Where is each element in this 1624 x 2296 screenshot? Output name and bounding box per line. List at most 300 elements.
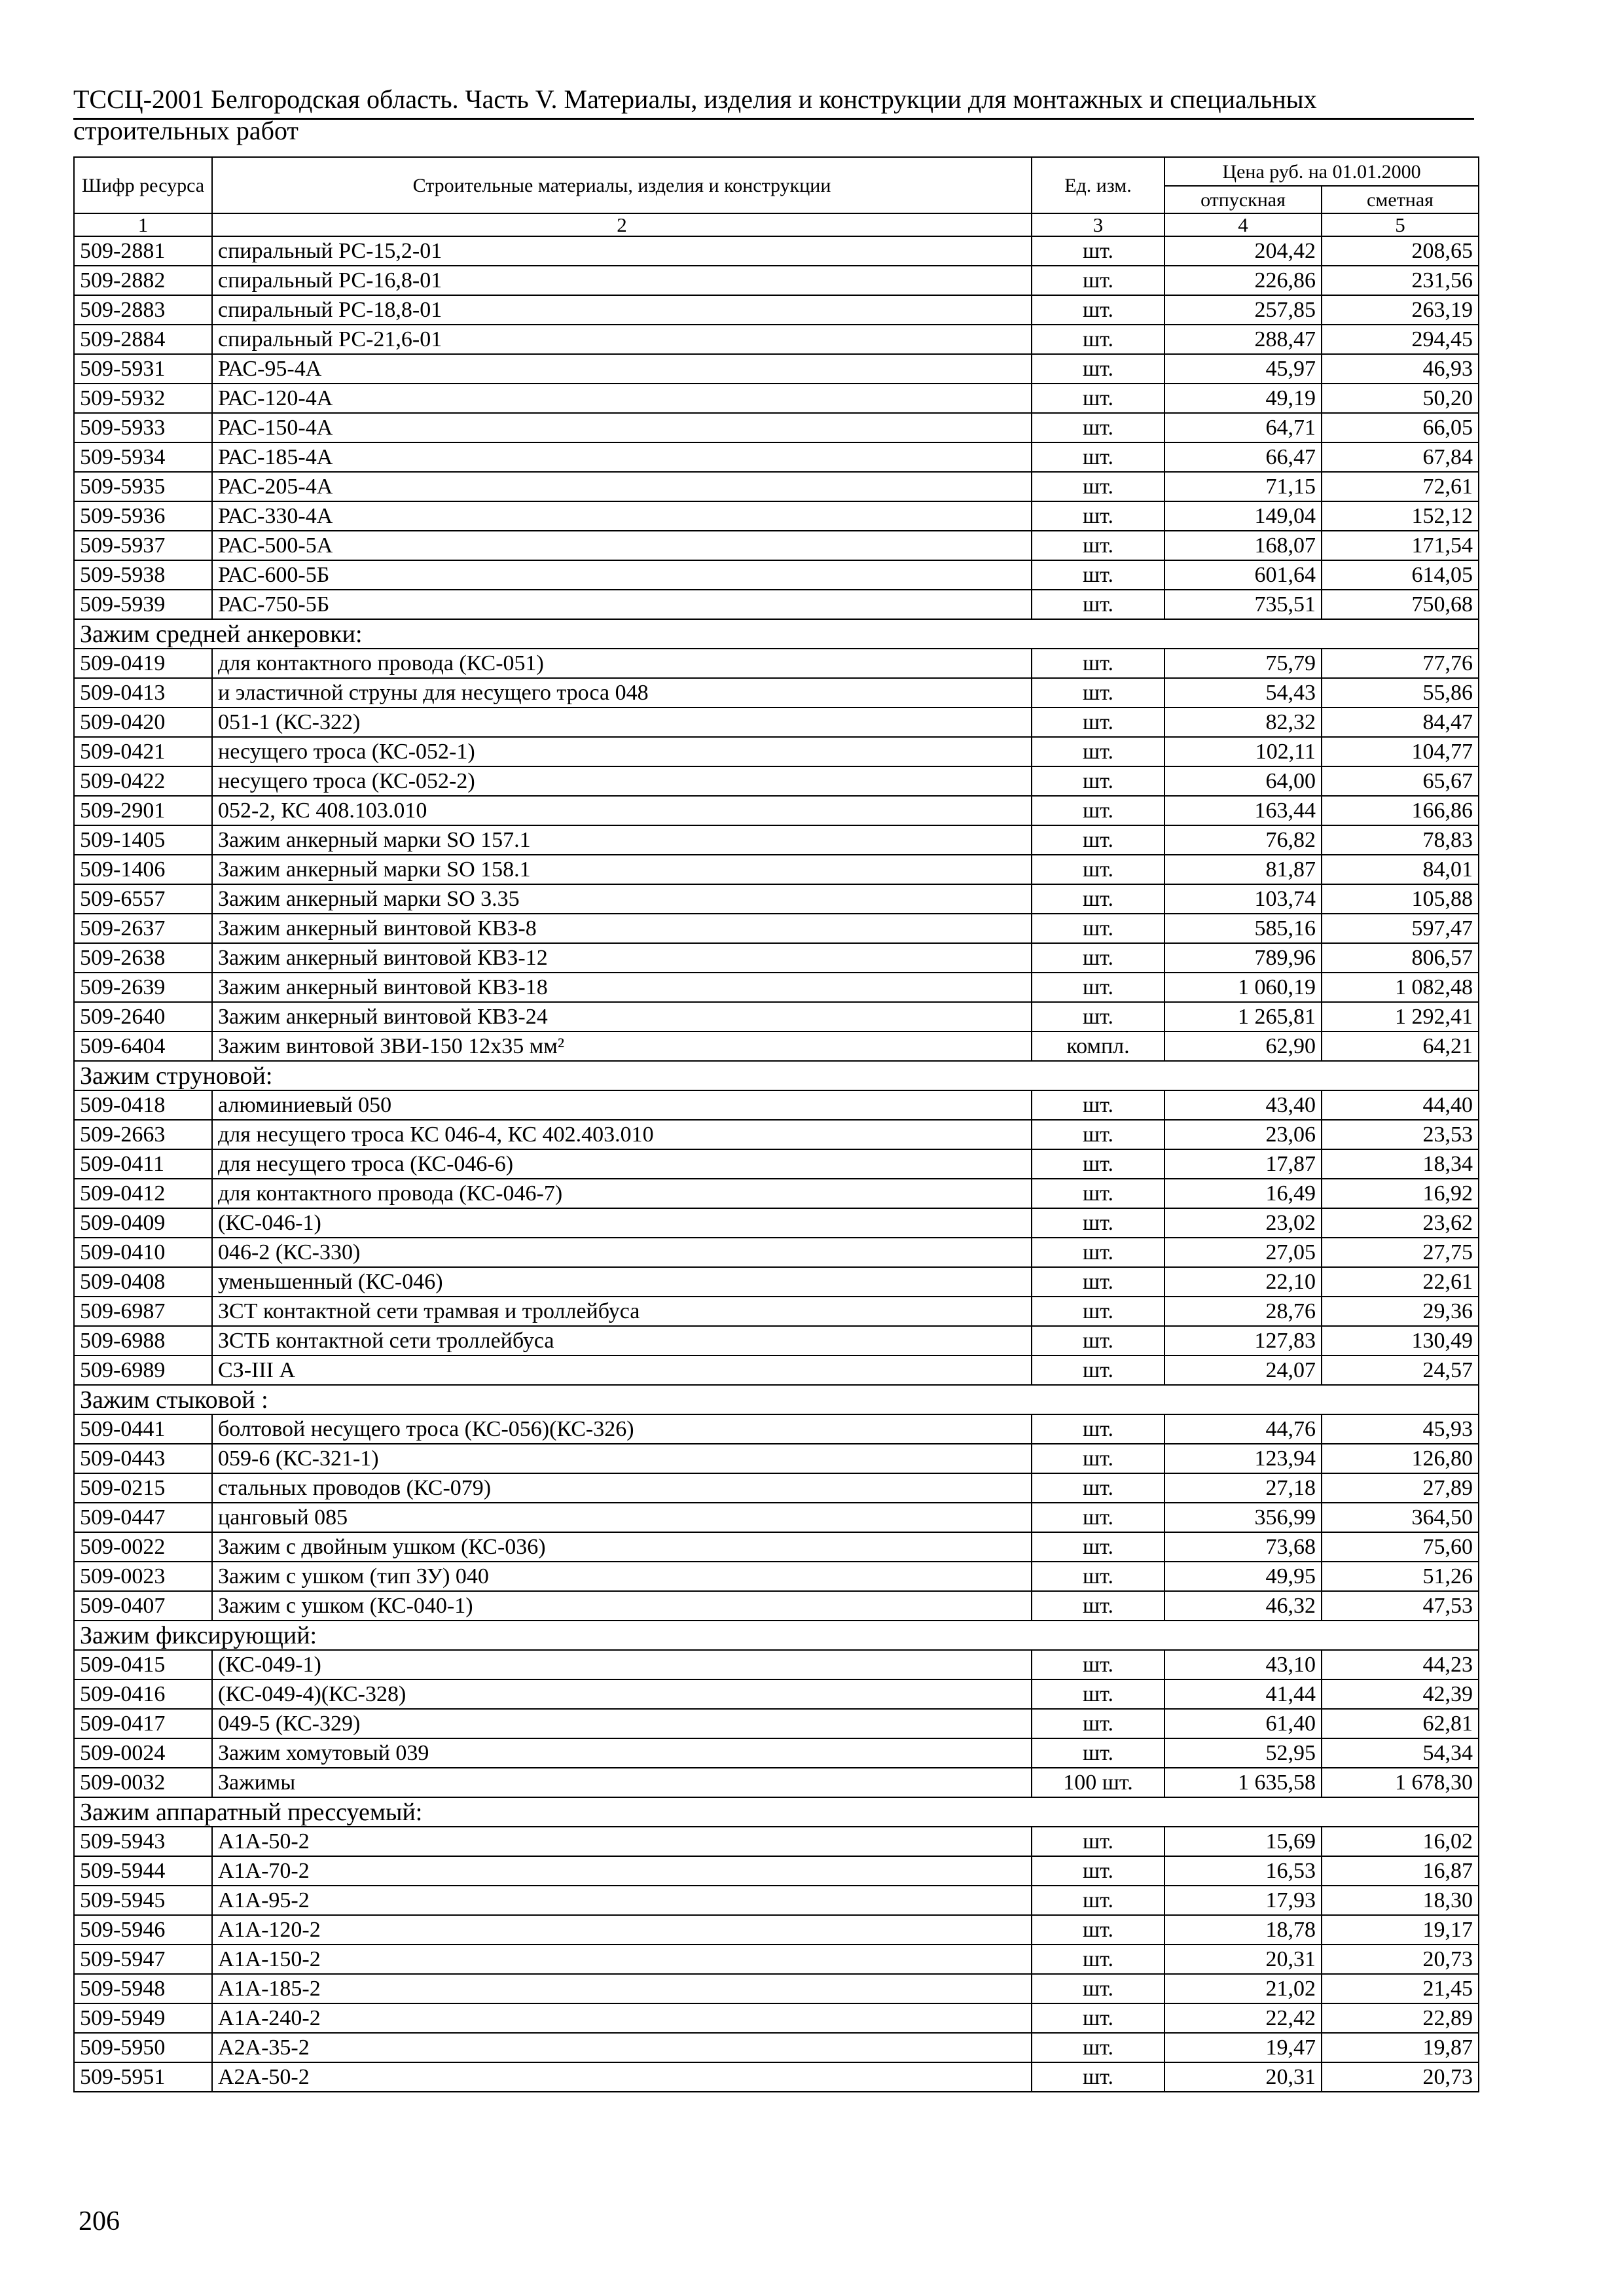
unit-cell: шт.: [1032, 236, 1164, 266]
unit-cell: шт.: [1032, 1355, 1164, 1385]
header-rule: [73, 118, 1474, 120]
material-name-cell: спиральный РС-21,6-01: [212, 325, 1032, 354]
estimate-price-cell: 84,01: [1322, 855, 1479, 884]
section-heading: Зажим средней анкеровки:: [74, 619, 1479, 649]
release-price-cell: 76,82: [1164, 825, 1322, 855]
material-name-cell: РАС-95-4А: [212, 354, 1032, 384]
table-row: [74, 766, 1479, 796]
release-price-cell: 23,02: [1164, 1208, 1322, 1238]
table-row: [74, 973, 1479, 1002]
estimate-price-cell: 44,23: [1322, 1650, 1479, 1679]
estimate-price-cell: 50,20: [1322, 384, 1479, 413]
estimate-price-cell: 1 292,41: [1322, 1002, 1479, 1031]
unit-cell: шт.: [1032, 766, 1164, 796]
unit-cell: шт.: [1032, 1090, 1164, 1120]
release-price-cell: 17,93: [1164, 1886, 1322, 1915]
unit-cell: шт.: [1032, 2062, 1164, 2092]
resource-code-cell: 509-0416: [74, 1679, 212, 1709]
resource-code-cell: 509-6404: [74, 1031, 212, 1061]
section-row: [74, 619, 1479, 649]
table-row: [74, 236, 1479, 266]
resource-code-cell: 509-0422: [74, 766, 212, 796]
estimate-price-cell: 18,34: [1322, 1149, 1479, 1179]
estimate-price-cell: 152,12: [1322, 501, 1479, 531]
price-table-body: [74, 236, 1479, 2092]
resource-code-cell: 509-0022: [74, 1532, 212, 1562]
unit-cell: шт.: [1032, 708, 1164, 737]
table-row: [74, 413, 1479, 442]
unit-cell: шт.: [1032, 1238, 1164, 1267]
table-row: [74, 1267, 1479, 1297]
release-price-cell: 168,07: [1164, 531, 1322, 560]
resource-code-cell: 509-1406: [74, 855, 212, 884]
unit-cell: 100 шт.: [1032, 1768, 1164, 1797]
release-price-cell: 61,40: [1164, 1709, 1322, 1738]
unit-cell: шт.: [1032, 1532, 1164, 1562]
table-row: [74, 1473, 1479, 1503]
resource-code-cell: 509-2883: [74, 295, 212, 325]
release-price-cell: 257,85: [1164, 295, 1322, 325]
header-col-number: 4: [1164, 213, 1322, 236]
material-name-cell: болтовой несущего троса (КС-056)(КС-326): [212, 1414, 1032, 1444]
release-price-cell: 19,47: [1164, 2033, 1322, 2062]
resource-code-cell: 509-5943: [74, 1827, 212, 1856]
unit-cell: шт.: [1032, 472, 1164, 501]
section-row: [74, 1061, 1479, 1090]
table-row: [74, 1238, 1479, 1267]
table-row: [74, 855, 1479, 884]
unit-cell: шт.: [1032, 295, 1164, 325]
resource-code-cell: 509-0410: [74, 1238, 212, 1267]
estimate-price-cell: 20,73: [1322, 2062, 1479, 2092]
estimate-price-cell: 29,36: [1322, 1297, 1479, 1326]
estimate-price-cell: 806,57: [1322, 943, 1479, 973]
table-row: [74, 943, 1479, 973]
resource-code-cell: 509-2637: [74, 914, 212, 943]
material-name-cell: А1А-50-2: [212, 1827, 1032, 1856]
resource-code-cell: 509-2901: [74, 796, 212, 825]
table-row: [74, 914, 1479, 943]
release-price-cell: 75,79: [1164, 649, 1322, 678]
material-name-cell: стальных проводов (КС-079): [212, 1473, 1032, 1503]
resource-code-cell: 509-5934: [74, 442, 212, 472]
release-price-cell: 17,87: [1164, 1149, 1322, 1179]
release-price-cell: 43,40: [1164, 1090, 1322, 1120]
table-row: [74, 1768, 1479, 1797]
unit-cell: шт.: [1032, 442, 1164, 472]
release-price-cell: 789,96: [1164, 943, 1322, 973]
table-row: [74, 2062, 1479, 2092]
release-price-cell: 41,44: [1164, 1679, 1322, 1709]
estimate-price-cell: 21,45: [1322, 1974, 1479, 2003]
resource-code-cell: 509-0447: [74, 1503, 212, 1532]
unit-cell: шт.: [1032, 1562, 1164, 1591]
table-row: [74, 384, 1479, 413]
estimate-price-cell: 19,17: [1322, 1915, 1479, 1945]
resource-code-cell: 509-5931: [74, 354, 212, 384]
estimate-price-cell: 19,87: [1322, 2033, 1479, 2062]
release-price-cell: 288,47: [1164, 325, 1322, 354]
material-name-cell: А2А-50-2: [212, 2062, 1032, 2092]
table-row: [74, 1002, 1479, 1031]
table-row: [74, 1915, 1479, 1945]
release-price-cell: 24,07: [1164, 1355, 1322, 1385]
estimate-price-cell: 263,19: [1322, 295, 1479, 325]
table-row: [74, 1120, 1479, 1149]
table-row: [74, 1856, 1479, 1886]
estimate-price-cell: 126,80: [1322, 1444, 1479, 1473]
release-price-cell: 27,05: [1164, 1238, 1322, 1267]
estimate-price-cell: 72,61: [1322, 472, 1479, 501]
estimate-price-cell: 65,67: [1322, 766, 1479, 796]
material-name-cell: РАС-150-4А: [212, 413, 1032, 442]
material-name-cell: уменьшенный (КС-046): [212, 1267, 1032, 1297]
table-row: [74, 649, 1479, 678]
release-price-cell: 73,68: [1164, 1532, 1322, 1562]
material-name-cell: А1А-150-2: [212, 1945, 1032, 1974]
resource-code-cell: 509-2639: [74, 973, 212, 1002]
estimate-price-cell: 55,86: [1322, 678, 1479, 708]
estimate-price-cell: 46,93: [1322, 354, 1479, 384]
estimate-price-cell: 45,93: [1322, 1414, 1479, 1444]
material-name-cell: Зажим с ушком (КС-040-1): [212, 1591, 1032, 1621]
table-row: [74, 1886, 1479, 1915]
release-price-cell: 204,42: [1164, 236, 1322, 266]
table-row: [74, 1444, 1479, 1473]
release-price-cell: 1 265,81: [1164, 1002, 1322, 1031]
unit-cell: шт.: [1032, 560, 1164, 590]
estimate-price-cell: 23,62: [1322, 1208, 1479, 1238]
unit-cell: шт.: [1032, 1709, 1164, 1738]
unit-cell: шт.: [1032, 1945, 1164, 1974]
estimate-price-cell: 64,21: [1322, 1031, 1479, 1061]
unit-cell: шт.: [1032, 1444, 1164, 1473]
release-price-cell: 1 060,19: [1164, 973, 1322, 1002]
resource-code-cell: 509-5936: [74, 501, 212, 531]
release-price-cell: 54,43: [1164, 678, 1322, 708]
estimate-price-cell: 18,30: [1322, 1886, 1479, 1915]
unit-cell: шт.: [1032, 1208, 1164, 1238]
unit-cell: шт.: [1032, 1650, 1164, 1679]
resource-code-cell: 509-0409: [74, 1208, 212, 1238]
unit-cell: шт.: [1032, 855, 1164, 884]
table-row: [74, 2003, 1479, 2033]
unit-cell: шт.: [1032, 2003, 1164, 2033]
resource-code-cell: 509-0415: [74, 1650, 212, 1679]
estimate-price-cell: 1 678,30: [1322, 1768, 1479, 1797]
material-name-cell: для несущего троса КС 046-4, КС 402.403.010: [212, 1120, 1032, 1149]
release-price-cell: 16,53: [1164, 1856, 1322, 1886]
resource-code-cell: 509-0411: [74, 1149, 212, 1179]
resource-code-cell: 509-0023: [74, 1562, 212, 1591]
unit-cell: шт.: [1032, 1179, 1164, 1208]
release-price-cell: 66,47: [1164, 442, 1322, 472]
estimate-price-cell: 171,54: [1322, 531, 1479, 560]
release-price-cell: 64,71: [1164, 413, 1322, 442]
table-row: [74, 1738, 1479, 1768]
material-name-cell: ЗСТ контактной сети трамвая и троллейбуса: [212, 1297, 1032, 1326]
release-price-cell: 49,19: [1164, 384, 1322, 413]
resource-code-cell: 509-0407: [74, 1591, 212, 1621]
material-name-cell: алюминиевый 050: [212, 1090, 1032, 1120]
unit-cell: шт.: [1032, 678, 1164, 708]
unit-cell: шт.: [1032, 1002, 1164, 1031]
section-heading: Зажим струновой:: [74, 1061, 1479, 1090]
material-name-cell: Зажим анкерный винтовой КВЗ-24: [212, 1002, 1032, 1031]
material-name-cell: (КС-049-4)(КС-328): [212, 1679, 1032, 1709]
material-name-cell: Зажим с ушком (тип ЗУ) 040: [212, 1562, 1032, 1591]
table-row: [74, 1945, 1479, 1974]
release-price-cell: 44,76: [1164, 1414, 1322, 1444]
estimate-price-cell: 597,47: [1322, 914, 1479, 943]
estimate-price-cell: 66,05: [1322, 413, 1479, 442]
estimate-price-cell: 27,75: [1322, 1238, 1479, 1267]
resource-code-cell: 509-5951: [74, 2062, 212, 2092]
unit-cell: шт.: [1032, 796, 1164, 825]
unit-cell: шт.: [1032, 943, 1164, 973]
estimate-price-cell: 54,34: [1322, 1738, 1479, 1768]
material-name-cell: спиральный РС-16,8-01: [212, 266, 1032, 295]
release-price-cell: 20,31: [1164, 2062, 1322, 2092]
unit-cell: компл.: [1032, 1031, 1164, 1061]
resource-code-cell: 509-5937: [74, 531, 212, 560]
unit-cell: шт.: [1032, 1473, 1164, 1503]
table-row: [74, 501, 1479, 531]
unit-cell: шт.: [1032, 737, 1164, 766]
estimate-price-cell: 16,87: [1322, 1856, 1479, 1886]
unit-cell: шт.: [1032, 1679, 1164, 1709]
table-row: [74, 1650, 1479, 1679]
material-name-cell: РАС-500-5А: [212, 531, 1032, 560]
unit-cell: шт.: [1032, 1297, 1164, 1326]
release-price-cell: 149,04: [1164, 501, 1322, 531]
material-name-cell: для контактного провода (КС-046-7): [212, 1179, 1032, 1208]
unit-cell: шт.: [1032, 1120, 1164, 1149]
release-price-cell: 82,32: [1164, 708, 1322, 737]
release-price-cell: 226,86: [1164, 266, 1322, 295]
release-price-cell: 21,02: [1164, 1974, 1322, 2003]
material-name-cell: РАС-120-4А: [212, 384, 1032, 413]
unit-cell: шт.: [1032, 1915, 1164, 1945]
material-name-cell: 059-6 (КС-321-1): [212, 1444, 1032, 1473]
unit-cell: шт.: [1032, 1974, 1164, 2003]
unit-cell: шт.: [1032, 649, 1164, 678]
material-name-cell: спиральный РС-18,8-01: [212, 295, 1032, 325]
table-row: [74, 1827, 1479, 1856]
material-name-cell: РАС-330-4А: [212, 501, 1032, 531]
estimate-price-cell: 62,81: [1322, 1709, 1479, 1738]
resource-code-cell: 509-2640: [74, 1002, 212, 1031]
material-name-cell: 051-1 (КС-322): [212, 708, 1032, 737]
release-price-cell: 45,97: [1164, 354, 1322, 384]
table-row: [74, 1031, 1479, 1061]
resource-code-cell: 509-0441: [74, 1414, 212, 1444]
estimate-price-cell: 294,45: [1322, 325, 1479, 354]
unit-cell: шт.: [1032, 266, 1164, 295]
resource-code-cell: 509-5947: [74, 1945, 212, 1974]
table-row: [74, 2033, 1479, 2062]
material-name-cell: Зажим анкерный винтовой КВЗ-12: [212, 943, 1032, 973]
resource-code-cell: 509-5935: [74, 472, 212, 501]
table-row: [74, 1679, 1479, 1709]
price-table-header: [74, 157, 1479, 236]
resource-code-cell: 509-0215: [74, 1473, 212, 1503]
resource-code-cell: 509-5945: [74, 1886, 212, 1915]
material-name-cell: А2А-35-2: [212, 2033, 1032, 2062]
release-price-cell: 23,06: [1164, 1120, 1322, 1149]
resource-code-cell: 509-5939: [74, 590, 212, 619]
release-price-cell: 22,10: [1164, 1267, 1322, 1297]
release-price-cell: 46,32: [1164, 1591, 1322, 1621]
table-row: [74, 1326, 1479, 1355]
unit-cell: шт.: [1032, 1414, 1164, 1444]
table-row: [74, 266, 1479, 295]
estimate-price-cell: 105,88: [1322, 884, 1479, 914]
release-price-cell: 127,83: [1164, 1326, 1322, 1355]
table-row: [74, 531, 1479, 560]
resource-code-cell: 509-5946: [74, 1915, 212, 1945]
resource-code-cell: 509-0413: [74, 678, 212, 708]
unit-cell: шт.: [1032, 2033, 1164, 2062]
resource-code-cell: 509-5933: [74, 413, 212, 442]
estimate-price-cell: 16,02: [1322, 1827, 1479, 1856]
table-row: [74, 884, 1479, 914]
estimate-price-cell: 130,49: [1322, 1326, 1479, 1355]
material-name-cell: (КС-046-1): [212, 1208, 1032, 1238]
header-title-line1: ТССЦ-2001 Белгородская область. Часть V. Материалы, изделия и конструкции для монтажных и специальных: [73, 84, 1317, 114]
table-row: [74, 1090, 1479, 1120]
header-col-number: 1: [74, 213, 212, 236]
release-price-cell: 356,99: [1164, 1503, 1322, 1532]
unit-cell: шт.: [1032, 825, 1164, 855]
material-name-cell: Зажим хомутовый 039: [212, 1738, 1032, 1768]
release-price-cell: 49,95: [1164, 1562, 1322, 1591]
material-name-cell: и эластичной струны для несущего троса 048: [212, 678, 1032, 708]
table-row: [74, 1208, 1479, 1238]
table-row: [74, 1179, 1479, 1208]
material-name-cell: СЗ-III А: [212, 1355, 1032, 1385]
release-price-cell: 163,44: [1164, 796, 1322, 825]
table-row: [74, 325, 1479, 354]
release-price-cell: 81,87: [1164, 855, 1322, 884]
release-price-cell: 62,90: [1164, 1031, 1322, 1061]
material-name-cell: РАС-205-4А: [212, 472, 1032, 501]
material-name-cell: Зажим анкерный марки SO 3.35: [212, 884, 1032, 914]
material-name-cell: для контактного провода (КС-051): [212, 649, 1032, 678]
resource-code-cell: 509-0024: [74, 1738, 212, 1768]
table-row: [74, 1709, 1479, 1738]
estimate-price-cell: 22,89: [1322, 2003, 1479, 2033]
material-name-cell: А1А-70-2: [212, 1856, 1032, 1886]
unit-cell: шт.: [1032, 531, 1164, 560]
resource-code-cell: 509-0420: [74, 708, 212, 737]
material-name-cell: (КС-049-1): [212, 1650, 1032, 1679]
unit-cell: шт.: [1032, 1149, 1164, 1179]
resource-code-cell: 509-2881: [74, 236, 212, 266]
unit-cell: шт.: [1032, 590, 1164, 619]
table-row: [74, 1355, 1479, 1385]
header-col-number: 5: [1322, 213, 1479, 236]
section-row: [74, 1621, 1479, 1650]
table-row: [74, 1503, 1479, 1532]
material-name-cell: 049-5 (КС-329): [212, 1709, 1032, 1738]
table-row: [74, 678, 1479, 708]
resource-code-cell: 509-0443: [74, 1444, 212, 1473]
material-name-cell: РАС-185-4А: [212, 442, 1032, 472]
header-col-number: 2: [212, 213, 1032, 236]
material-name-cell: для несущего троса (КС-046-6): [212, 1149, 1032, 1179]
unit-cell: шт.: [1032, 1827, 1164, 1856]
release-price-cell: 601,64: [1164, 560, 1322, 590]
release-price-cell: 27,18: [1164, 1473, 1322, 1503]
estimate-price-cell: 51,26: [1322, 1562, 1479, 1591]
section-heading: Зажим фиксирующий:: [74, 1621, 1479, 1650]
material-name-cell: 046-2 (КС-330): [212, 1238, 1032, 1267]
table-row: [74, 1591, 1479, 1621]
material-name-cell: Зажим с двойным ушком (КС-036): [212, 1532, 1032, 1562]
release-price-cell: 1 635,58: [1164, 1768, 1322, 1797]
release-price-cell: 585,16: [1164, 914, 1322, 943]
resource-code-cell: 509-2884: [74, 325, 212, 354]
table-row: [74, 737, 1479, 766]
material-name-cell: 052-2, КС 408.103.010: [212, 796, 1032, 825]
document-header: [73, 84, 1474, 147]
header-col-number: 3: [1032, 213, 1164, 236]
header-wholesale: отпускная: [1164, 186, 1322, 213]
resource-code-cell: 509-6987: [74, 1297, 212, 1326]
resource-code-cell: 509-0032: [74, 1768, 212, 1797]
resource-code-cell: 509-6557: [74, 884, 212, 914]
estimate-price-cell: 47,53: [1322, 1591, 1479, 1621]
estimate-price-cell: 22,61: [1322, 1267, 1479, 1297]
unit-cell: шт.: [1032, 1591, 1164, 1621]
estimate-price-cell: 75,60: [1322, 1532, 1479, 1562]
release-price-cell: 43,10: [1164, 1650, 1322, 1679]
unit-cell: шт.: [1032, 1267, 1164, 1297]
unit-cell: шт.: [1032, 914, 1164, 943]
release-price-cell: 28,76: [1164, 1297, 1322, 1326]
resource-code-cell: 509-0419: [74, 649, 212, 678]
estimate-price-cell: 16,92: [1322, 1179, 1479, 1208]
resource-code-cell: 509-5948: [74, 1974, 212, 2003]
table-row: [74, 560, 1479, 590]
header-code: Шифр ресурса: [74, 157, 212, 213]
table-row: [74, 708, 1479, 737]
material-name-cell: А1А-185-2: [212, 1974, 1032, 2003]
table-row: [74, 354, 1479, 384]
table-row: [74, 1414, 1479, 1444]
table-row: [74, 1974, 1479, 2003]
section-row: [74, 1797, 1479, 1827]
estimate-price-cell: 20,73: [1322, 1945, 1479, 1974]
page-number: 206: [79, 2206, 120, 2236]
resource-code-cell: 509-5950: [74, 2033, 212, 2062]
material-name-cell: Зажим винтовой ЗВИ-150 12х35 мм²: [212, 1031, 1032, 1061]
header-name: Строительные материалы, изделия и конструкции: [212, 157, 1032, 213]
material-name-cell: Зажим анкерный винтовой КВЗ-18: [212, 973, 1032, 1002]
estimate-price-cell: 77,76: [1322, 649, 1479, 678]
release-price-cell: 18,78: [1164, 1915, 1322, 1945]
resource-code-cell: 509-2663: [74, 1120, 212, 1149]
estimate-price-cell: 78,83: [1322, 825, 1479, 855]
resource-code-cell: 509-0418: [74, 1090, 212, 1120]
estimate-price-cell: 104,77: [1322, 737, 1479, 766]
material-name-cell: спиральный РС-15,2-01: [212, 236, 1032, 266]
material-name-cell: Зажим анкерный марки SO 157.1: [212, 825, 1032, 855]
release-price-cell: 20,31: [1164, 1945, 1322, 1974]
material-name-cell: А1А-120-2: [212, 1915, 1032, 1945]
material-name-cell: Зажим анкерный винтовой КВЗ-8: [212, 914, 1032, 943]
